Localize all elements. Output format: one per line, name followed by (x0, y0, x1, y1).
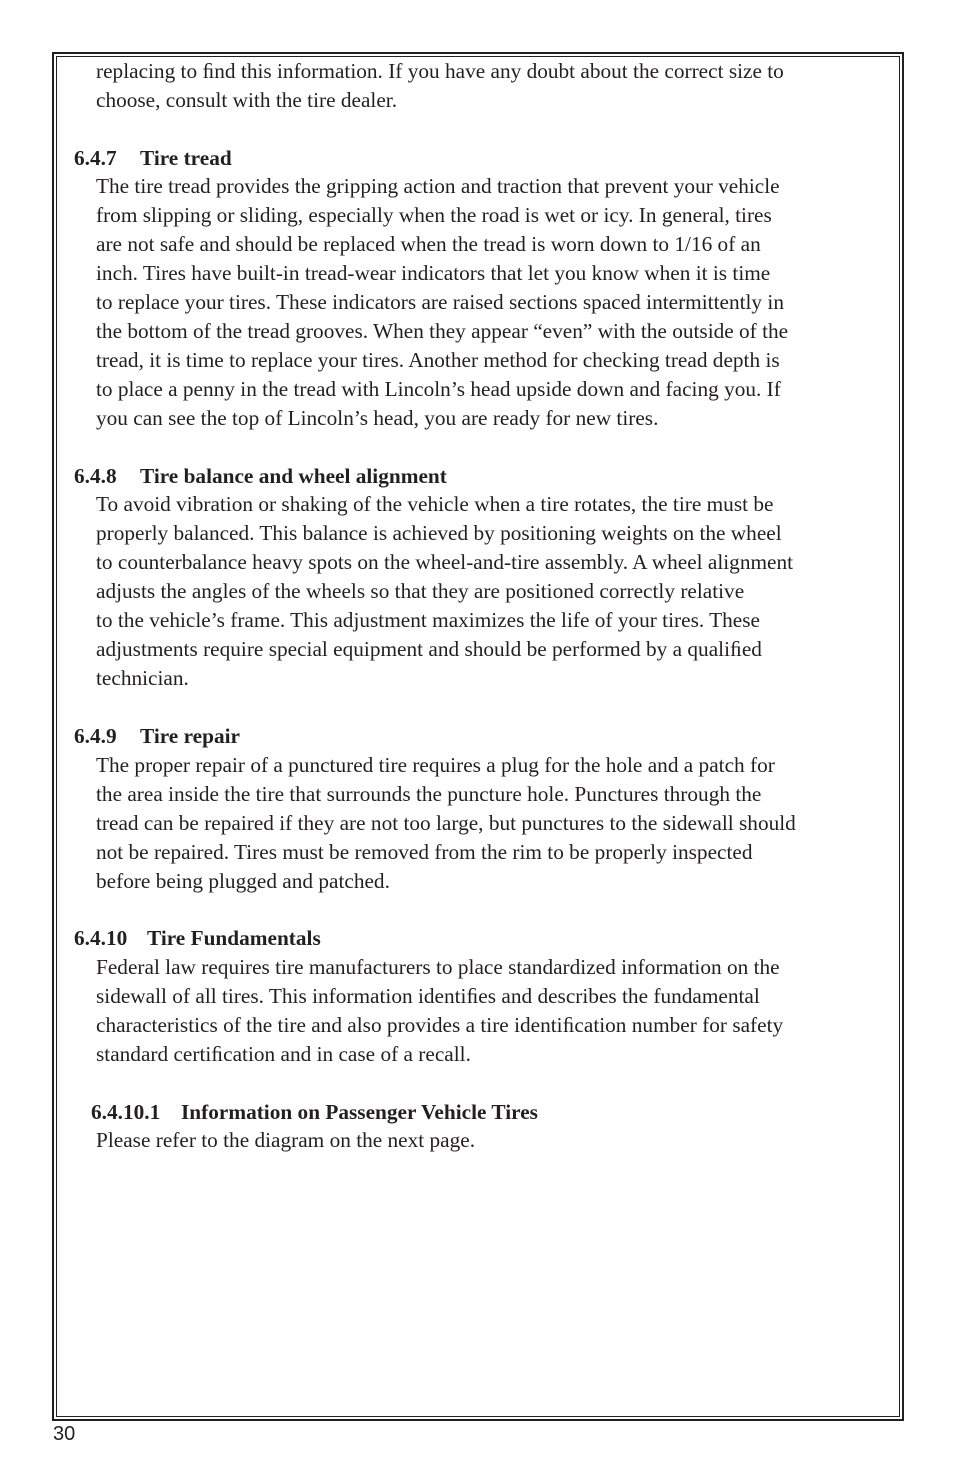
paragraph-line: To avoid vibration or shaking of the vehicle when a tire rotates, the tire must be (96, 492, 774, 516)
paragraph-line: sidewall of all tires. This information identiﬁes and describes the fundamental (96, 984, 760, 1008)
paragraph-line: Federal law requires tire manufacturers to place standardized information on the (96, 955, 780, 979)
paragraph-line: properly balanced. This balance is achieved by positioning weights on the wheel (96, 521, 782, 545)
paragraph-line: The tire tread provides the gripping action and traction that prevent your vehicle (96, 174, 780, 198)
paragraph-line: tread can be repaired if they are not too large, but punctures to the sidewall should (96, 811, 796, 835)
paragraph-line: to the vehicle’s frame. This adjustment maximizes the life of your tires. These (96, 608, 760, 632)
paragraph-line: adjustments require special equipment and should be performed by a qualiﬁed (96, 637, 762, 661)
intro-paragraph (96, 57, 896, 115)
paragraph-line: adjusts the angles of the wheels so that they are positioned correctly relative (96, 579, 745, 603)
paragraph-line: to replace your tires. These indicators are raised sections spaced intermittently in (96, 290, 784, 314)
section-number: 6.4.8 (74, 464, 117, 488)
section-heading-tire-fundamentals (74, 924, 321, 953)
subsection-body-passenger-tires (96, 1126, 896, 1155)
subsection-heading-passenger-tires (91, 1098, 538, 1127)
paragraph-line: tread, it is time to replace your tires. Another method for checking tread depth is (96, 348, 780, 372)
section-number: 6.4.10 (74, 926, 128, 950)
section-heading-tire-tread (74, 144, 232, 173)
paragraph-line: the area inside the tire that surrounds the puncture hole. Punctures through the (96, 782, 762, 806)
paragraph-line: choose, consult with the tire dealer. (96, 88, 398, 112)
section-body-tire-repair (96, 751, 896, 896)
paragraph-line: standard certiﬁcation and in case of a recall. (96, 1042, 471, 1066)
section-number: 6.4.7 (74, 146, 117, 170)
paragraph-line: to place a penny in the tread with Lincoln’s head upside down and facing you. If (96, 377, 781, 401)
paragraph-line: you can see the top of Lincoln’s head, you are ready for new tires. (96, 406, 659, 430)
paragraph-line: from slipping or sliding, especially when the road is wet or icy. In general, tires (96, 203, 772, 227)
section-number: 6.4.10.1 (91, 1100, 161, 1124)
paragraph-line: technician. (96, 666, 189, 690)
paragraph-line: are not safe and should be replaced when the tread is worn down to 1/16 of an (96, 232, 761, 256)
paragraph-line: The proper repair of a punctured tire requires a plug for the hole and a patch for (96, 753, 775, 777)
paragraph-line: before being plugged and patched. (96, 869, 390, 893)
section-title: Information on Passenger Vehicle Tires (181, 1100, 538, 1124)
paragraph-line: not be repaired. Tires must be removed from the rim to be properly inspected (96, 840, 753, 864)
section-body-tire-tread (96, 172, 896, 433)
section-number: 6.4.9 (74, 724, 117, 748)
section-title: Tire repair (140, 724, 240, 748)
section-heading-tire-repair (74, 722, 240, 751)
paragraph-line: replacing to ﬁnd this information. If you have any doubt about the correct size to (96, 59, 784, 83)
paragraph-line: to counterbalance heavy spots on the wheel-and-tire assembly. A wheel alignment (96, 550, 794, 574)
page-number: 30 (53, 1423, 76, 1445)
section-title: Tire Fundamentals (147, 926, 321, 950)
section-body-tire-fundamentals (96, 953, 896, 1069)
section-heading-tire-balance (74, 462, 447, 491)
section-title: Tire balance and wheel alignment (140, 464, 447, 488)
paragraph-line: inch. Tires have built-in tread-wear indicators that let you know when it is time (96, 261, 771, 285)
paragraph-line: characteristics of the tire and also provides a tire identiﬁcation number for safety (96, 1013, 784, 1037)
paragraph-line: Please refer to the diagram on the next page. (96, 1128, 476, 1152)
paragraph-line: the bottom of the tread grooves. When they appear “even” with the outside of the (96, 319, 789, 343)
section-title: Tire tread (140, 146, 232, 170)
section-body-tire-balance (96, 490, 896, 693)
